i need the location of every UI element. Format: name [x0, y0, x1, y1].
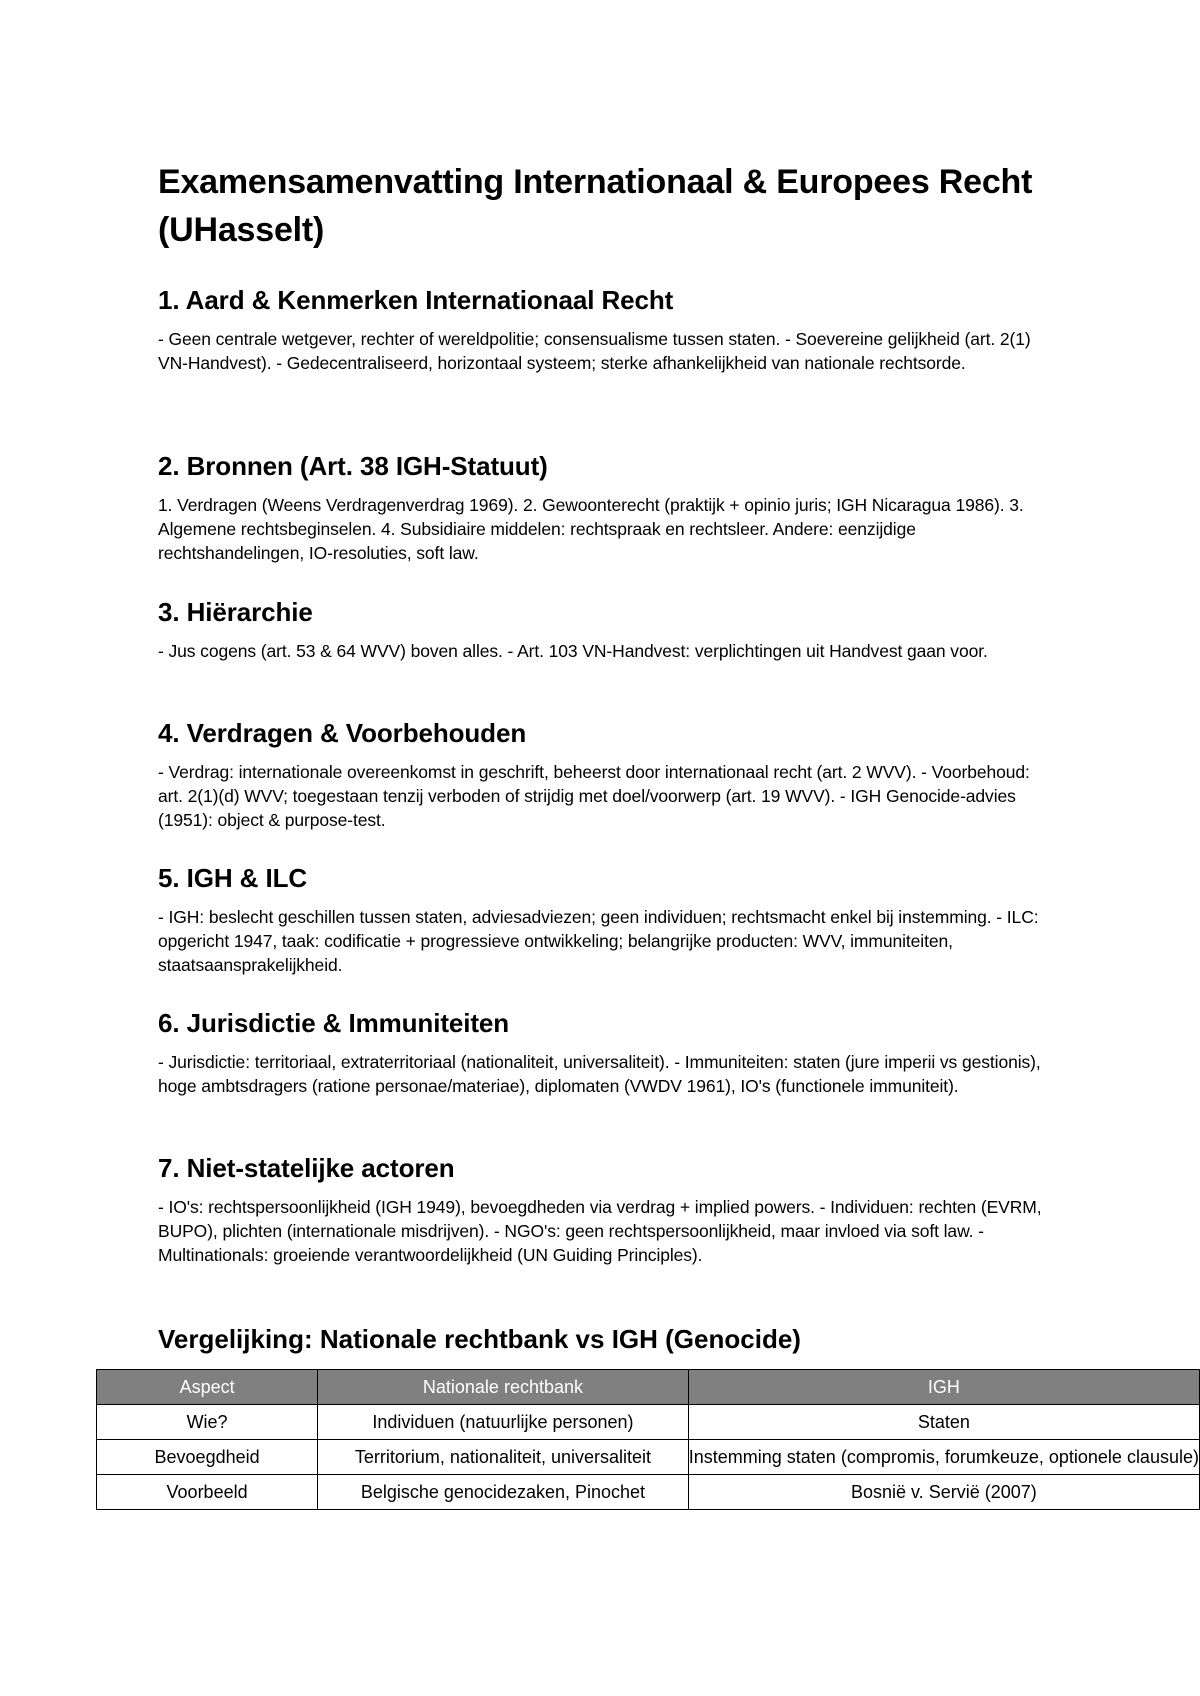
section-body: - Verdrag: internationale overeenkomst in geschrift, beheerst door internationaal recht (art. 2 WVV). - Voorbehoud: art. 2(1)(d) WVV; toegestaan tenzij verboden of strijdig met doel/voorwerp (art. 19 WVV). - IGH Genocide-advies (1951): object & purpose-test. [158, 762, 1030, 830]
section-body: 1. Verdragen (Weens Verdragenverdrag 1969). 2. Gewoonterecht (praktijk + opinio juris; IGH Nicaragua 1986). 3. Algemene rechtsbeginselen. 4. Subsidiaire middelen: rechtspraak en rechtsleer. Andere: eenzijdige rechtshandelingen, IO-resoluties, soft law. [158, 495, 1024, 563]
section-body: - IGH: beslecht geschillen tussen staten, adviesadviezen; geen individuen; rechtsmacht enkel bij instemming. - ILC: opgericht 1947, taak: codificatie + progressieve ontwikkeling; belangrijke producten: WVV, immuniteiten, staatsaansprakelijkheid. [158, 907, 1039, 975]
table-row [97, 1440, 1200, 1475]
table-cell: Territorium, nationaliteit, universaliteit [318, 1440, 689, 1475]
column-header: IGH [688, 1370, 1199, 1405]
comparison-heading: Vergelijking: Nationale rechtbank vs IGH (Genocide) [158, 1324, 801, 1354]
section-jurisdictie-immuniteiten [158, 1006, 1058, 1098]
section-heading: 3. Hiërarchie [158, 597, 313, 627]
section-heading: 4. Verdragen & Voorbehouden [158, 718, 527, 748]
section-bronnen [158, 449, 1058, 565]
table-cell: Instemming staten (compromis, forumkeuze, optionele clausule) [688, 1440, 1199, 1475]
table-cell: Individuen (natuurlijke personen) [318, 1405, 689, 1440]
table-row [97, 1475, 1200, 1510]
table-cell: Voorbeeld [97, 1475, 318, 1510]
document-title: Examensamenvatting Internationaal & Europees Recht (UHasselt) [158, 163, 1033, 249]
section-aard-kenmerken [158, 283, 1058, 375]
table-cell: Belgische genocidezaken, Pinochet [318, 1475, 689, 1510]
section-heading: 7. Niet-statelijke actoren [158, 1153, 455, 1183]
column-header: Nationale rechtbank [318, 1370, 689, 1405]
table-cell: Bosnië v. Servië (2007) [688, 1475, 1199, 1510]
section-heading: 2. Bronnen (Art. 38 IGH-Statuut) [158, 451, 548, 481]
table-cell: Bevoegdheid [97, 1440, 318, 1475]
table-header-row [97, 1370, 1200, 1405]
table-row [97, 1405, 1200, 1440]
section-niet-statelijke-actoren [158, 1151, 1058, 1267]
comparison-table [96, 1369, 1200, 1510]
table-cell: Wie? [97, 1405, 318, 1440]
section-heading: 1. Aard & Kenmerken Internationaal Recht [158, 285, 674, 315]
column-header: Aspect [97, 1370, 318, 1405]
section-body: - Jus cogens (art. 53 & 64 WVV) boven alles. - Art. 103 VN-Handvest: verplichtingen uit Handvest gaan voor. [158, 641, 988, 661]
section-heading: 6. Jurisdictie & Immuniteiten [158, 1008, 510, 1038]
table-cell: Staten [688, 1405, 1199, 1440]
section-verdragen-voorbehouden [158, 716, 1058, 832]
section-body: - Jurisdictie: territoriaal, extraterritoriaal (nationaliteit, universaliteit). - Immuniteiten: staten (jure imperii vs gestionis), hoge ambtsdragers (ratione personae/materiae), diplomaten (VWDV 1961), IO's (functionele immuniteit). [158, 1052, 1041, 1096]
section-igh-ilc [158, 861, 1058, 977]
section-body: - IO's: rechtspersoonlijkheid (IGH 1949), bevoegdheden via verdrag + implied powers. - Individuen: rechten (EVRM, BUPO), plichten (internationale misdrijven). - NGO's: geen rechtspersoonlijkheid, maar invloed via soft law. - Multinationals: groeiende verantwoordelijkheid (UN Guiding Principles). [158, 1197, 1042, 1265]
section-hierarchie [158, 595, 1058, 663]
section-body: - Geen centrale wetgever, rechter of wereldpolitie; consensualisme tussen staten. - Soevereine gelijkheid (art. 2(1) VN-Handvest). - Gedecentraliseerd, horizontaal systeem; sterke afhankelijkheid van nationale rechtsorde. [158, 329, 1031, 373]
section-heading: 5. IGH & ILC [158, 863, 308, 893]
